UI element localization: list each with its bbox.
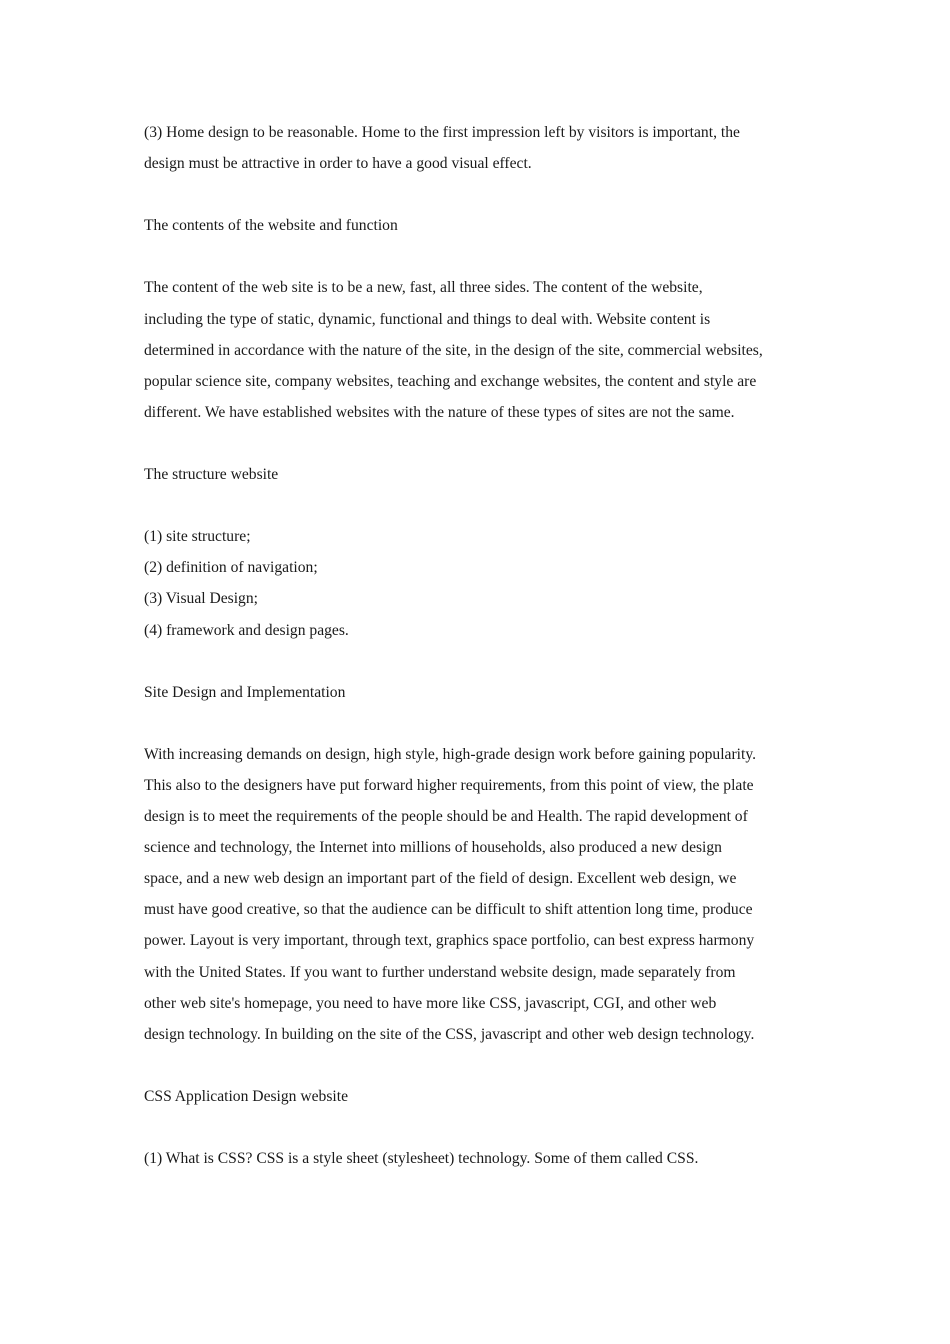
text-line: with the United States. If you want to further understand website design, made separately from — [144, 963, 736, 981]
list-item: (2) definition of navigation; — [144, 559, 318, 577]
text-line: This also to the designers have put forward higher requirements, from this point of view, the plate — [144, 776, 754, 794]
text-line: different. We have established websites with the nature of these types of sites are not the same. — [144, 403, 735, 421]
text-line: (3) Home design to be reasonable. Home to the first impression left by visitors is important, the — [144, 124, 740, 141]
intro-paragraph — [144, 117, 824, 179]
text-line: space, and a new web design an important part of the field of design. Excellent web design, we — [144, 870, 737, 888]
text-line: (1) What is CSS? CSS is a style sheet (stylesheet) technology. Some of them called CSS. — [144, 1150, 699, 1168]
text-line: With increasing demands on design, high style, high-grade design work before gaining popularity. — [144, 745, 757, 763]
document-page — [144, 117, 824, 1205]
section-heading-design: Site Design and Implementation — [144, 683, 346, 701]
list-item: (3) Visual Design; — [144, 590, 258, 608]
list-item: (1) site structure; — [144, 528, 251, 546]
css-paragraph — [144, 1143, 824, 1174]
design-paragraph — [144, 739, 824, 1050]
text-line: design is to meet the requirements of the people should be and Health. The rapid development of — [144, 808, 748, 826]
list-item: (4) framework and design pages. — [144, 621, 349, 639]
section-heading-contents: The contents of the website and function — [144, 217, 398, 235]
text-line: science and technology, the Internet into millions of households, also produced a new design — [144, 839, 722, 857]
text-line: design must be attractive in order to have a good visual effect. — [144, 155, 532, 173]
section-heading-css: CSS Application Design website — [144, 1087, 349, 1105]
section-heading-structure: The structure website — [144, 466, 279, 484]
text-line: popular science site, company websites, teaching and exchange websites, the content and style are — [144, 372, 757, 390]
text-line: other web site's homepage, you need to have more like CSS, javascript, CGI, and other web — [144, 994, 717, 1012]
structure-list — [144, 521, 824, 645]
text-line: design technology. In building on the site of the CSS, javascript and other web design technology. — [144, 1025, 755, 1043]
text-line: determined in accordance with the nature of the site, in the design of the site, commercial websites, — [144, 341, 763, 359]
text-line: must have good creative, so that the audience can be difficult to shift attention long time, produce — [144, 901, 753, 919]
text-line: power. Layout is very important, through text, graphics space portfolio, can best express harmony — [144, 932, 755, 950]
contents-paragraph — [144, 272, 824, 427]
text-line: The content of the web site is to be a new, fast, all three sides. The content of the website, — [144, 279, 703, 297]
text-line: including the type of static, dynamic, functional and things to deal with. Website content is — [144, 310, 711, 328]
